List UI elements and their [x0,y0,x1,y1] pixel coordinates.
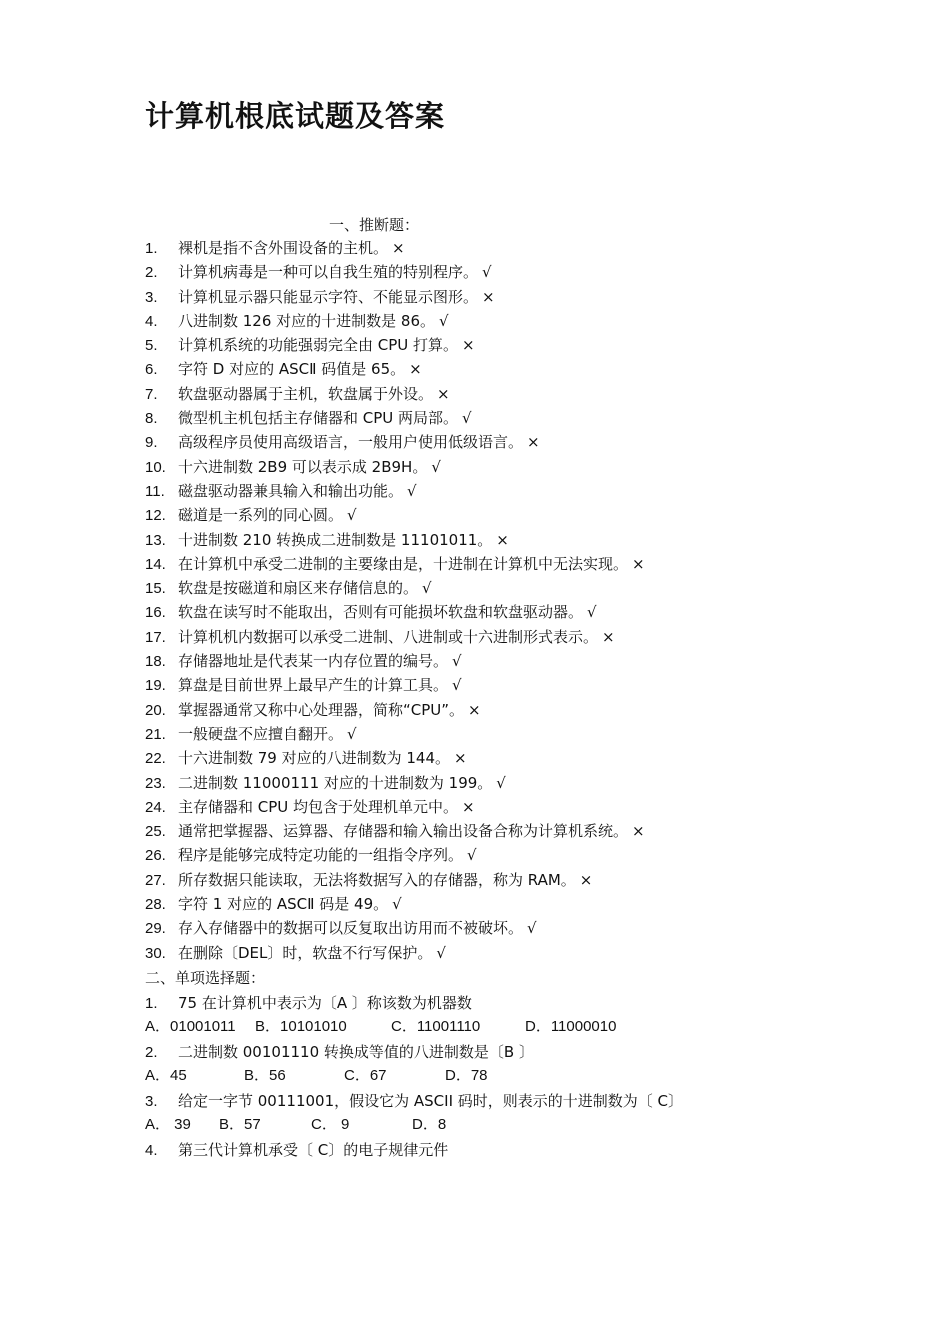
judgement-item [145,309,845,333]
answer-mark: √ [407,481,417,500]
question-text: 二进制数 00101110 转换成等值的八进制数是〔B 〕 [178,1042,534,1061]
judgement-item [145,795,845,819]
option-b: B．56 [244,1067,286,1084]
judgement-item [145,455,845,479]
item-number: 12. [145,507,166,525]
judgement-item [145,649,845,673]
answer-mark: × [437,384,450,403]
answer-mark: × [579,870,593,889]
judgement-item [145,430,845,454]
judgement-item [145,236,845,260]
item-text: 计算机系统的功能强弱完全由 CPU 打算。 [178,336,459,355]
judgement-item [145,406,845,430]
answer-mark: × [454,749,467,768]
item-number: 22. [145,750,166,768]
item-text: 计算机显示器只能显示字符、不能显示图形。 [178,287,479,306]
judgement-item [145,892,845,916]
answer-mark: √ [482,263,492,282]
item-number: 7. [145,385,158,403]
answer-mark: √ [587,603,597,622]
answer-mark: √ [452,676,462,695]
item-number: 1. [145,240,158,257]
answer-mark: × [482,287,495,306]
answer-mark: × [462,797,475,816]
answer-mark: × [462,336,475,355]
answer-mark: × [468,700,481,719]
option-b: B．10101010 [255,1018,347,1035]
item-text: 存储器地址是代表某一内存位置的编号。 [178,652,449,671]
choice-question [145,1040,845,1065]
item-number: 20. [145,701,166,719]
item-text: 裸机是指不含外围设备的主机。 [178,239,389,257]
answer-mark: × [602,627,615,646]
item-text: 十进制数 210 转换成二进制数是 11101011。 [178,530,493,549]
item-number: 15. [145,580,166,598]
answer-mark: √ [527,919,537,938]
answer-mark: × [527,433,540,452]
item-text: 软盘是按磁道和扇区来存储信息的。 [178,579,419,598]
item-number: 23. [145,774,166,792]
multiple-choice-section [145,966,845,1162]
item-number: 5. [145,337,158,355]
judgement-item [145,333,845,357]
judgement-item [145,625,845,649]
judgement-item [145,722,845,746]
question-number: 3. [145,1092,158,1110]
item-text: 十六进制数 2B9 可以表示成 2B9H。 [178,457,428,476]
item-number: 27. [145,871,166,889]
item-text: 主存储器和 CPU 均包含于处理机单元中。 [178,797,459,816]
item-number: 2. [145,264,158,282]
item-text: 在删除〔DEL〕时，软盘不行写保护。 [178,943,433,962]
answer-mark: × [409,360,422,379]
judgement-item [145,357,845,381]
item-number: 26. [145,847,166,865]
answer-mark: × [392,239,405,257]
answer-mark: √ [392,895,402,914]
item-text: 在计算机中承受二进制的主要缘由是，十进制在计算机中无法实现。 [178,554,629,573]
item-number: 11. [145,482,165,500]
answer-mark: √ [462,409,472,428]
item-number: 30. [145,944,166,962]
judgement-item [145,382,845,406]
option-a: A． 39 [145,1116,191,1133]
answer-mark: √ [436,943,446,962]
question-number: 2. [145,1043,158,1061]
judgement-item [145,819,845,843]
item-text: 磁盘驱动器兼具输入和输出功能。 [178,481,404,500]
item-text: 字符 D 对应的 ASCⅡ 码值是 65。 [178,360,406,379]
answer-mark: × [496,530,509,549]
item-number: 16. [145,604,166,622]
judgement-item [145,843,845,867]
option-a: A．01001011 [145,1018,236,1035]
item-number: 18. [145,653,166,671]
item-number: 4. [145,312,158,330]
judgement-item [145,576,845,600]
item-number: 21. [145,725,166,743]
item-number: 19. [145,677,166,695]
item-number: 8. [145,410,158,428]
answer-options [145,1064,845,1089]
item-text: 软盘在读写时不能取出，否则有可能损坏软盘和软盘驱动器。 [178,603,584,622]
item-text: 十六进制数 79 对应的八进制数为 144。 [178,749,451,768]
option-c: C．67 [344,1067,387,1084]
item-text: 通常把掌握器、运算器、存储器和输入输出设备合称为计算机系统。 [178,822,629,841]
judgement-item [145,771,845,795]
item-text: 八进制数 126 对应的十进制数是 86。 [178,311,436,330]
judgement-item [145,503,845,527]
item-number: 10. [145,458,166,476]
item-number: 14. [145,555,166,573]
item-number: 17. [145,628,166,646]
item-number: 28. [145,896,166,914]
answer-mark: × [632,554,645,573]
item-number: 9. [145,434,158,452]
judgement-item [145,698,845,722]
answer-mark: √ [467,846,477,865]
judgement-item [145,479,845,503]
judgement-item [145,552,845,576]
item-number: 25. [145,823,166,841]
judgement-item [145,260,845,284]
question-number: 1. [145,994,158,1012]
item-text: 磁道是一系列的同心圆。 [178,506,344,525]
item-text: 程序是能够完成特定功能的一组指令序列。 [178,846,464,865]
judgement-item [145,868,845,892]
item-text: 字符 1 对应的 ASCⅡ 码是 49。 [178,895,389,914]
answer-mark: √ [496,773,506,792]
item-text: 高级程序员使用高级语言，一般用户使用低级语言。 [178,433,524,452]
option-c: C．11001110 [391,1018,481,1035]
question-number: 4. [145,1141,158,1159]
judgement-item [145,528,845,552]
answer-mark: √ [422,579,432,598]
section-heading-judgement: 一、推断题： [329,216,420,234]
item-text: 掌握器通常又称中心处理器，简称“CPU”。 [178,700,465,719]
item-text: 二进制数 11000111 对应的十进制数为 199。 [178,773,493,792]
judgement-question-list [145,236,845,965]
question-text: 75 在计算机中表示为〔A 〕称该数为机器数 [178,993,472,1012]
section-heading-multiple-choice: 二、单项选择题： [145,969,266,987]
option-a: A．45 [145,1067,187,1084]
option-c: C． 9 [311,1116,350,1133]
answer-mark: √ [347,724,357,743]
item-text: 计算机病毒是一种可以自我生殖的特别程序。 [178,263,479,282]
option-b: B．57 [219,1116,261,1133]
option-d: D．78 [445,1067,488,1084]
item-text: 一般硬盘不应擅自翻开。 [178,724,344,743]
option-d: D．11000010 [525,1018,617,1035]
item-text: 算盘是目前世界上最早产生的计算工具。 [178,676,449,695]
document-title: 计算机根底试题及答案 [145,99,446,133]
judgement-item [145,916,845,940]
question-text: 给定一字节 00111001，假设它为 ASCII 码时，则表示的十进制数为〔 C〕 [178,1091,684,1110]
item-number: 24. [145,798,166,816]
item-number: 29. [145,920,166,938]
answer-mark: √ [439,311,449,330]
answer-options [145,1113,845,1138]
item-text: 计算机机内数据可以承受二进制、八进制或十六进制形式表示。 [178,627,599,646]
item-text: 存入存储器中的数据可以反复取出访用而不被破坏。 [178,919,524,938]
item-text: 软盘驱动器属于主机，软盘属于外设。 [178,384,434,403]
choice-question [145,1138,845,1163]
item-number: 13. [145,531,166,549]
answer-options [145,1015,845,1040]
judgement-item [145,941,845,965]
answer-mark: √ [431,457,441,476]
choice-question [145,1089,845,1114]
judgement-item [145,746,845,770]
item-number: 6. [145,361,158,379]
judgement-item [145,600,845,624]
item-text: 所存数据只能读取，无法将数据写入的存储器，称为 RAM。 [178,870,576,889]
option-d: D．8 [412,1116,447,1133]
answer-mark: √ [347,506,357,525]
item-text: 微型机主机包括主存储器和 CPU 两局部。 [178,409,459,428]
question-text: 第三代计算机承受〔 C〕的电子规律元件 [178,1140,449,1159]
item-number: 3. [145,288,158,306]
choice-question [145,991,845,1016]
answer-mark: × [632,822,645,841]
judgement-item [145,285,845,309]
answer-mark: √ [452,652,462,671]
judgement-item [145,673,845,697]
